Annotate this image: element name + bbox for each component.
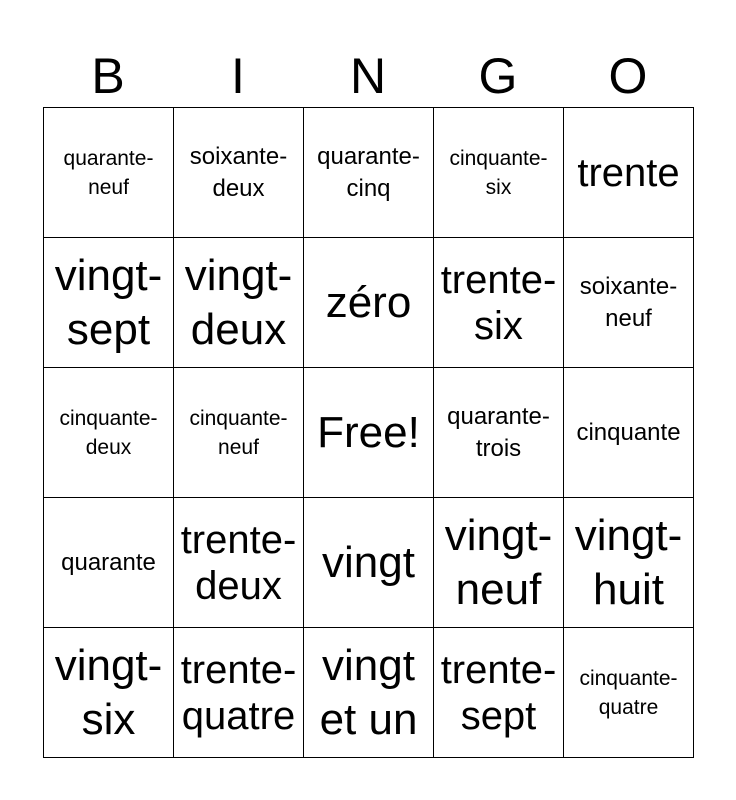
bingo-cell[interactable] [174,108,304,238]
cell-text: soixante- deux [189,142,288,202]
cell-text: trente- quatre [180,647,297,738]
bingo-board [43,107,694,758]
bingo-cell[interactable] [44,628,174,758]
cell-text: vingt- huit [574,510,683,614]
bingo-cell[interactable] [44,368,174,498]
bingo-cell[interactable] [174,238,304,368]
bingo-cell[interactable] [174,498,304,628]
cell-text: cinquante- quatre [579,666,678,719]
header-letter-n: N [349,48,387,104]
cell-text: quarante [61,548,156,576]
bingo-cell[interactable] [174,368,304,498]
cell-text: soixante- neuf [579,272,678,332]
header-letter-g: G [478,48,518,104]
bingo-cell[interactable] [564,498,694,628]
cell-text: vingt- deux [184,250,293,354]
cell-text: trente- six [440,257,557,348]
bingo-cell[interactable] [304,498,434,628]
cell-text: zéro [325,277,412,327]
header-letter-b: B [91,48,125,104]
cell-text: cinquante- six [449,146,548,199]
bingo-cell[interactable] [304,628,434,758]
bingo-header [43,44,693,108]
cell-text: vingt- sept [54,250,163,354]
bingo-cell[interactable] [304,108,434,238]
free-space-cell[interactable] [304,368,434,498]
bingo-cell[interactable] [434,498,564,628]
cell-text: vingt et un [319,640,418,744]
bingo-cell[interactable] [44,108,174,238]
cell-text: quarante- trois [447,402,550,462]
bingo-cell[interactable] [44,238,174,368]
bingo-cell[interactable] [564,368,694,498]
bingo-cell[interactable] [434,108,564,238]
cell-text: quarante- neuf [63,146,154,199]
bingo-cell[interactable] [564,108,694,238]
cell-text: cinquante- neuf [189,406,288,459]
cell-text: vingt- neuf [444,510,553,614]
cell-text: Free! [317,407,420,457]
cell-text: cinquante [576,418,681,446]
cell-text: quarante- cinq [317,142,420,202]
cell-text: trente- deux [180,517,297,608]
cell-text: cinquante- deux [59,406,158,459]
bingo-cell[interactable] [434,368,564,498]
bingo-cell[interactable] [564,238,694,368]
header-letter-o: O [608,48,648,104]
bingo-cell[interactable] [434,628,564,758]
bingo-cell[interactable] [304,238,434,368]
bingo-cell[interactable] [564,628,694,758]
bingo-cell[interactable] [174,628,304,758]
cell-text: trente [577,150,680,195]
bingo-cell[interactable] [44,498,174,628]
bingo-cell[interactable] [434,238,564,368]
cell-text: vingt- six [54,640,163,744]
cell-text: vingt [322,537,415,587]
cell-text: trente- sept [440,647,557,738]
header-letter-i: I [231,48,245,104]
